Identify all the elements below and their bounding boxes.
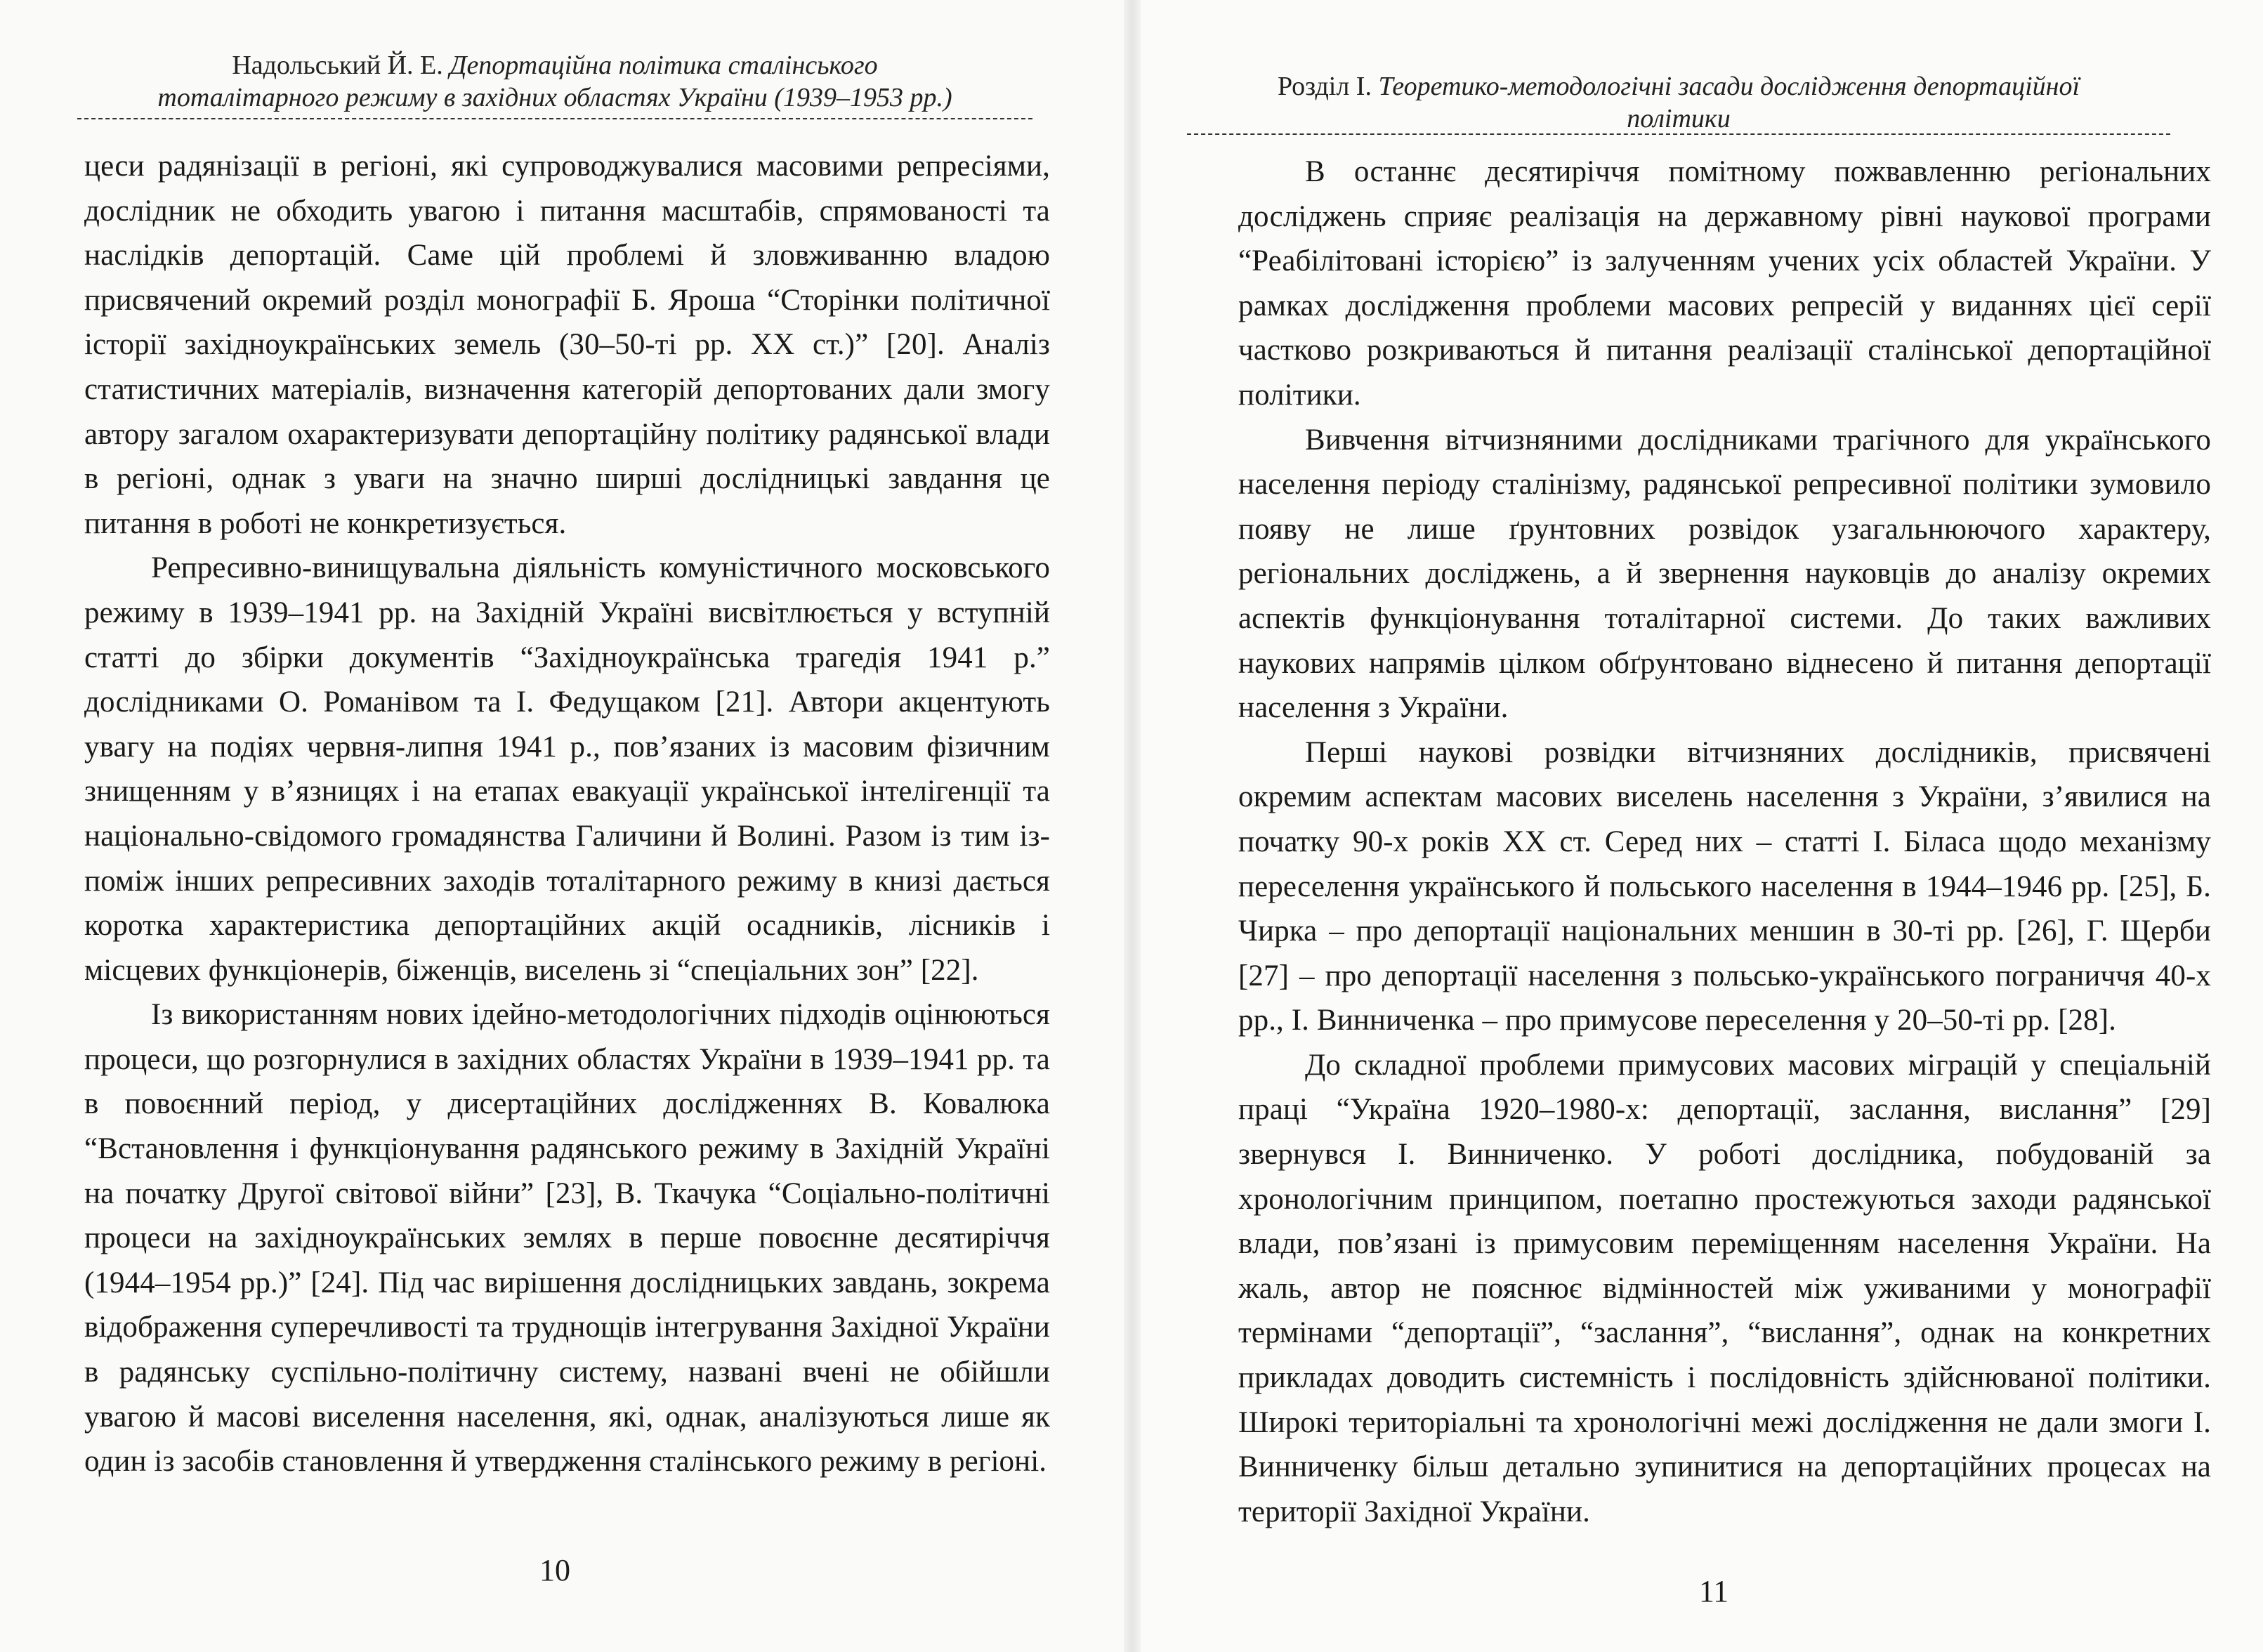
running-head-title-line2: тоталітарного режиму в західних областях України (1939–1953 рр.) bbox=[157, 83, 952, 112]
running-head-author: Надольський Й. Е. bbox=[232, 51, 443, 80]
paragraph: В останнє десятиріччя помітному пожвавленню регіональних досліджень сприяє реалізація на державному рівні наукової програми “Реабілітовані історією” із залученням учених усіх областей України. У рамках дослідження проблеми масових репресій у виданнях цієї серії частково розкриваються й питання реалізації сталінської депортаційної політики. bbox=[1238, 155, 2211, 412]
left-running-head bbox=[77, 49, 1032, 114]
paragraph: Репресивно-винищувальна діяльність комуністичного московського режиму в 1939–1941 рр. на Західній Україні висвітлюється у вступній статті до збірки документів “Західноукраїнська трагедія 1941 р.” дослідниками О. Романівом та І. Федущаком [21]. Автори акцентують увагу на подіях червня-липня 1941 р., пов’язаних із масовим фізичним знищенням у в’язницях і на етапах евакуації української інтелігенції та національно-свідомого громадянства Галичини й Волині. Разом із тим із-поміж інших репресивних заходів тоталітарного режиму в книзі дається коротка характеристика депортаційних акцій осадників, лісників і місцевих функціонерів, біженців, виселень зі “спеціальних зон” [22]. bbox=[84, 551, 1050, 987]
paragraph: цеси радянізації в регіоні, які супроводжувалися масовими репресіями, дослідник не обходить увагою і питання масштабів, спрямованості та наслідків депортацій. Саме цій проблемі й зловживанню владою присвячений окремий розділ монографії Б. Яроша “Сторінки політичної історії західноукраїнських земель (30–50-ті рр. ХХ ст.)” [20]. Аналіз статистичних матеріалів, визначення категорій депортованих дали змогу автору загалом охарактеризувати депортаційну політику радянської влади в регіоні, однак з уваги на значно ширші дослідницькі завдання це питання в роботі не конкретизується. bbox=[84, 150, 1050, 540]
left-header-rule bbox=[77, 118, 1032, 119]
right-running-head bbox=[1187, 70, 2170, 135]
left-page-number: 10 bbox=[539, 1553, 570, 1587]
left-body-text bbox=[84, 144, 1050, 1484]
book-gutter bbox=[1124, 0, 1141, 1652]
right-page bbox=[1132, 0, 2263, 1652]
right-header-rule bbox=[1187, 133, 2170, 135]
running-head-title-line1: Теоретико-методологічні засади дослідження депортаційної bbox=[1378, 72, 2080, 101]
right-page-number: 11 bbox=[1698, 1574, 1729, 1608]
right-body-text bbox=[1238, 150, 2211, 1534]
running-head-title-line2: політики bbox=[1627, 104, 1731, 133]
paragraph: Із використанням нових ідейно-методологічних підходів оцінюються процеси, що розгорнулися в західних областях України в 1939–1941 рр. та в повоєнний період, у дисертаційних дослідженнях В. Ковалюка “Встановлення і функціонування радянського режиму в Західній Україні на початку Другої світової війни” [23], В. Ткачука “Соціально-політичні процеси на західноукраїнських землях в перше повоєнне десятиріччя (1944–1954 рр.)” [24]. Під час вирішення дослідницьких завдань, зокрема відображення суперечливості та труднощів інтегрування Західної України в радянську суспільно-політичну систему, названі вчені не обійшли увагою й масові виселення населення, які, однак, аналізуються лише як один із засобів становлення й утвердження сталінського режиму в регіоні. bbox=[84, 998, 1050, 1479]
running-head-title-line1: Депортаційна політика сталінського bbox=[450, 51, 878, 80]
running-head-section: Розділ І. bbox=[1277, 72, 1372, 101]
paragraph: Вивчення вітчизняними дослідниками трагічного для українського населення періоду сталінізму, радянської репресивної політики зумовило появу не лише ґрунтовних розвідок узагальнюючого характеру, регіональних досліджень, а й звернення науковців до аналізу окремих аспектів функціонування тоталітарної системи. До таких важливих наукових напрямів цілком обґрунтовано віднесено й питання депортації населення з України. bbox=[1238, 423, 2211, 725]
paragraph: До складної проблеми примусових масових міграцій у спеціальній праці “Україна 1920–1980-х: депортації, заслання, вислання” [29] звернувся І. Винниченко. У роботі дослідника, побудованій за хронологічним принципом, поетапно простежуються заходи радянської влади, пов’язані із примусовим переміщенням населення України. На жаль, автор не пояснює відмінностей між уживаними у монографії термінами “депортації”, “заслання”, “вислання”, однак на конкретних прикладах доводить системність і послідовність здійснюваної політики. Широкі територіальні та хронологічні межі дослідження не дали змоги І. Винниченку більш детально зупинитися на депортаційних процесах на території Західної України. bbox=[1238, 1048, 2211, 1528]
paragraph: Перші наукові розвідки вітчизняних дослідників, присвячені окремим аспектам масових виселень населення з України, з’явилися на початку 90-х років ХХ ст. Серед них – статті І. Біласа щодо механізму переселення українського й польського населення в 1944–1946 рр. [25], Б. Чирка – про депортації національних меншин в 30-ті рр. [26], Г. Щерби [27] – про депортації населення з польсько-українського пограниччя 40-х рр., І. Винниченка – про примусове переселення у 20–50-ті рр. [28]. bbox=[1238, 735, 2211, 1037]
